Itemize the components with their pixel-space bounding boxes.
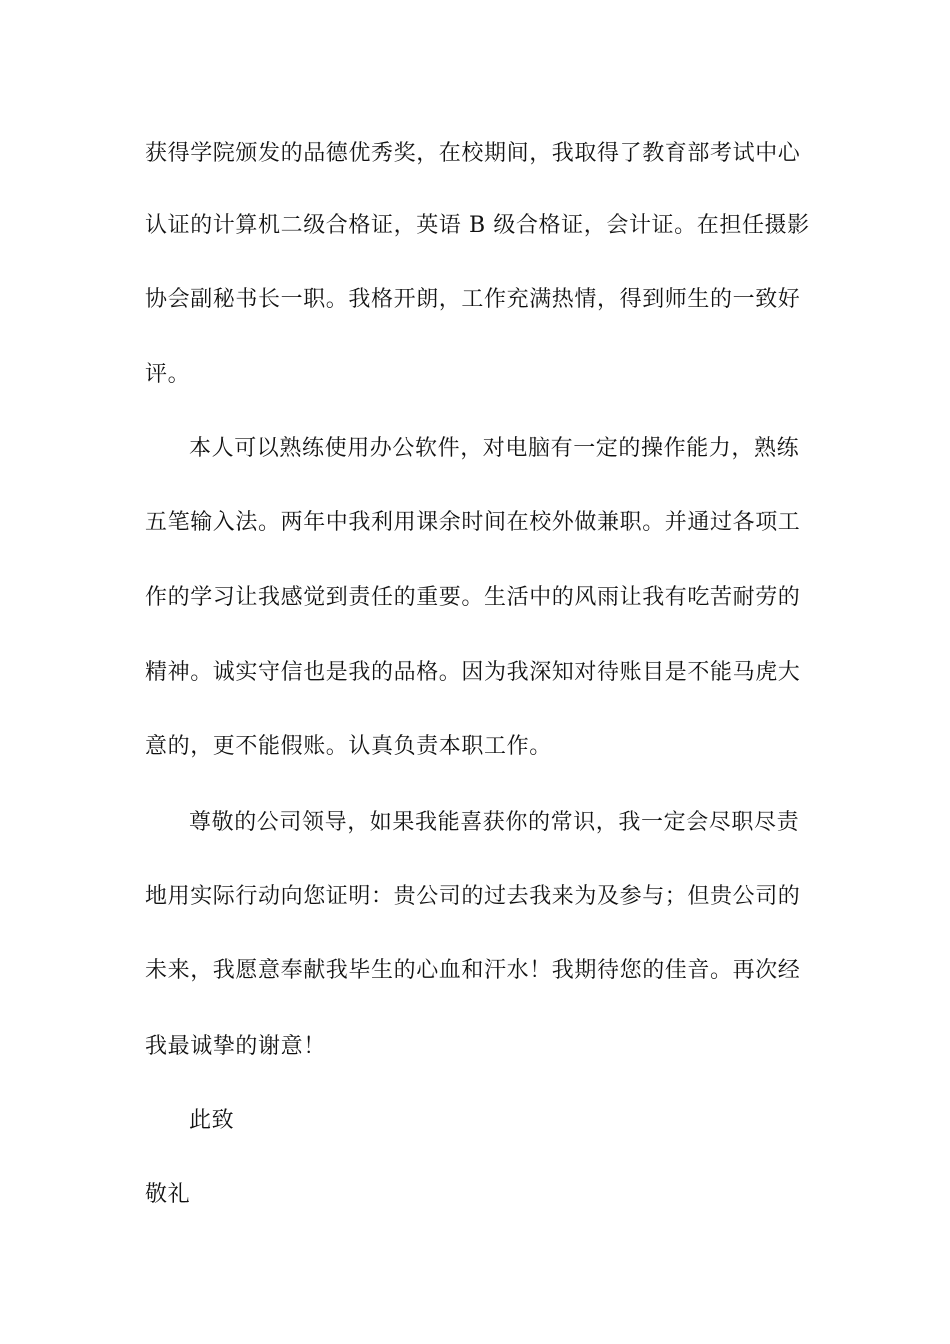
text-line: 作的学习让我感觉到责任的重要。生活中的风雨让我有吃苦耐劳的 xyxy=(145,585,801,610)
paragraph-start-line: 本人可以熟练使用办公软件，对电脑有一定的操作能力，熟练 xyxy=(189,436,800,461)
text-line: 意的，更不能假账。认真负责本职工作。 xyxy=(145,734,552,759)
text-line: 认证的计算机二级合格证，英语 B 级合格证，会计证。在担任摄影 xyxy=(145,213,810,238)
text-line: 精神。诚实守信也是我的品格。因为我深知对待账目是不能马虎大 xyxy=(145,660,801,685)
paragraph-start-line: 尊敬的公司领导，如果我能喜获你的常识，我一定会尽职尽责 xyxy=(189,810,800,835)
text-line: 评。 xyxy=(145,362,191,387)
text-line: 五笔输入法。两年中我利用课余时间在校外做兼职。并通过各项工 xyxy=(145,510,801,535)
text-line: 地用实际行动向您证明：贵公司的过去我来为及参与；但贵公司的 xyxy=(145,884,801,909)
closing-salutation: 此致 xyxy=(189,1108,235,1133)
text-line: 获得学院颁发的品德优秀奖，在校期间，我取得了教育部考试中心 xyxy=(145,141,801,166)
text-line: 协会副秘书长一职。我格开朗，工作充满热情，得到师生的一致好 xyxy=(145,287,801,312)
text-line: 我最诚挚的谢意！ xyxy=(145,1034,326,1059)
closing-regards: 敬礼 xyxy=(145,1182,191,1207)
text-line: 未来，我愿意奉献我毕生的心血和汗水！我期待您的佳音。再次经 xyxy=(145,958,801,983)
